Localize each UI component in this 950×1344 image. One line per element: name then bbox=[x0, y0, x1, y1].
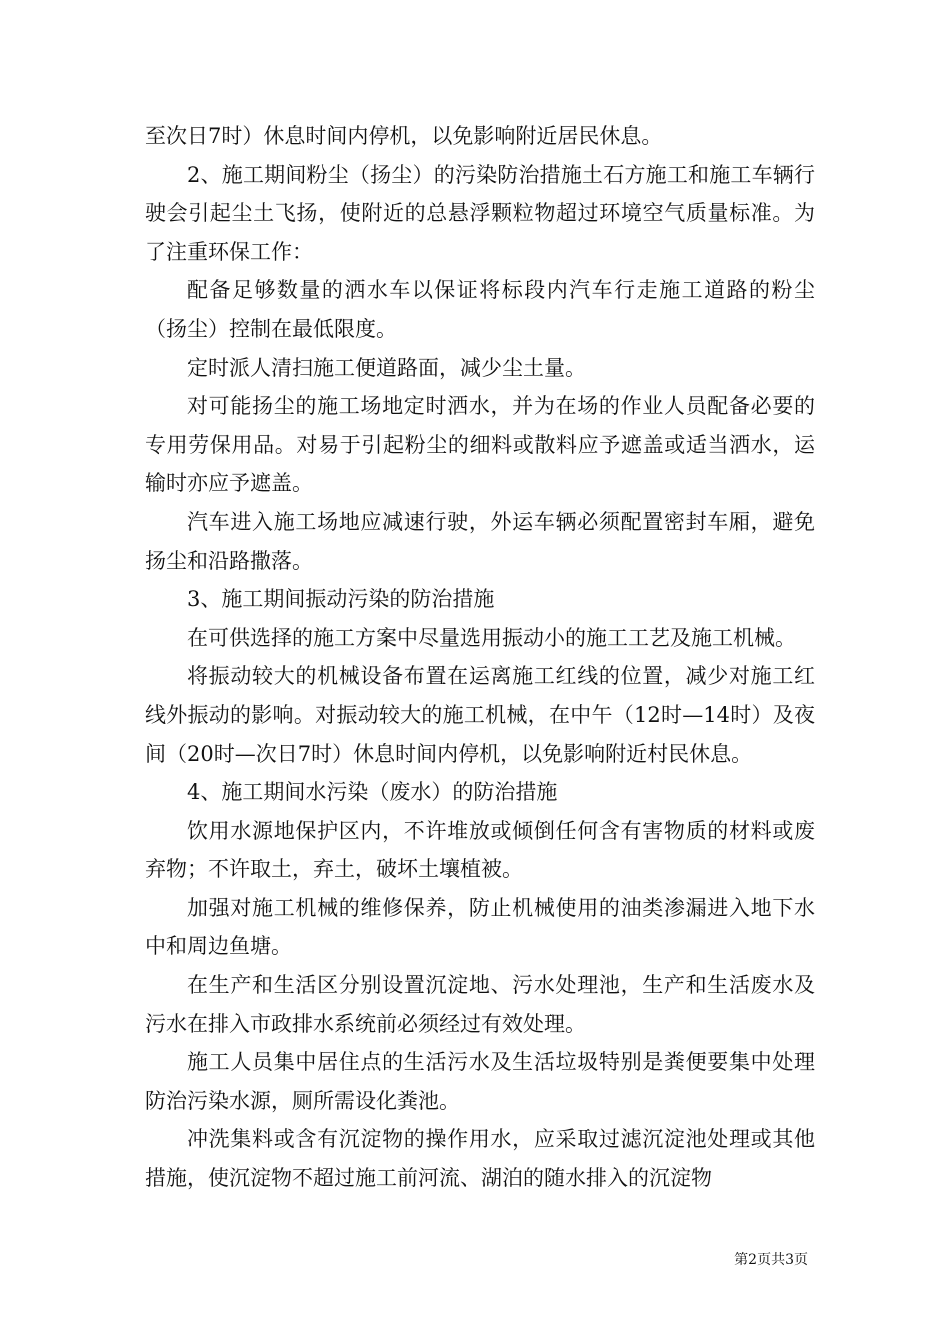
paragraph: 将振动较大的机械设备布置在运离施工红线的位置，减少对施工红线外振动的影响。对振动较大的施工机械，在中午（12时—14时）及夜间（20时—次日7时）休息时间内停机，以免影响附近村民休息。 bbox=[145, 664, 815, 766]
paragraph: 饮用水源地保护区内，不许堆放或倾倒任何含有害物质的材料或废弃物；不许取土，弃土，破坏土壤植被。 bbox=[145, 818, 815, 882]
paragraph: 施工人员集中居住点的生活污水及生活垃圾特别是粪便要集中处理防治污染水源，厕所需设化粪池。 bbox=[145, 1050, 815, 1113]
paragraph: 冲洗集料或含有沉淀物的操作用水，应采取过滤沉淀池处理或其他措施，使沉淀物不超过施工前河流、湖泊的随水排入的沉淀物 bbox=[145, 1127, 815, 1191]
paragraph: 加强对施工机械的维修保养，防止机械使用的油类渗漏进入地下水中和周边鱼塘。 bbox=[145, 895, 815, 959]
paragraph: 定时派人清扫施工便道路面，减少尘土量。 bbox=[187, 355, 586, 380]
page-number-footer: 第2页共3页 bbox=[734, 1252, 808, 1268]
paragraph: 2、施工期间粉尘（扬尘）的污染防治措施土石方施工和施工车辆行驶会引起尘土飞扬，使附近的总悬浮颗粒物超过环境空气质量标准。为了注重环保工作： bbox=[145, 162, 815, 264]
document-body bbox=[145, 117, 815, 1198]
paragraph: 在可供选择的施工方案中尽量选用振动小的施工工艺及施工机械。 bbox=[187, 625, 796, 650]
paragraph: 对可能扬尘的施工场地定时洒水，并为在场的作业人员配备必要的专用劳保用品。对易于引起粉尘的细料或散料应予遮盖或适当洒水，运输时亦应予遮盖。 bbox=[145, 394, 815, 496]
paragraph: 配备足够数量的洒水车以保证将标段内汽车行走施工道路的粉尘（扬尘）控制在最低限度。 bbox=[145, 278, 815, 341]
paragraph: 在生产和生活区分别设置沉淀地、污水处理池，生产和生活废水及污水在排入市政排水系统前必须经过有效处理。 bbox=[145, 973, 815, 1036]
paragraph: 至次日7时）休息时间内停机，以免影响附近居民休息。 bbox=[145, 124, 663, 148]
section-heading: 4、施工期间水污染（废水）的防治措施 bbox=[187, 780, 558, 805]
section-heading: 3、施工期间振动污染的防治措施 bbox=[187, 587, 495, 612]
paragraph: 汽车进入施工场地应减速行驶，外运车辆必须配置密封车厢，避免扬尘和沿路撒落。 bbox=[145, 509, 815, 573]
